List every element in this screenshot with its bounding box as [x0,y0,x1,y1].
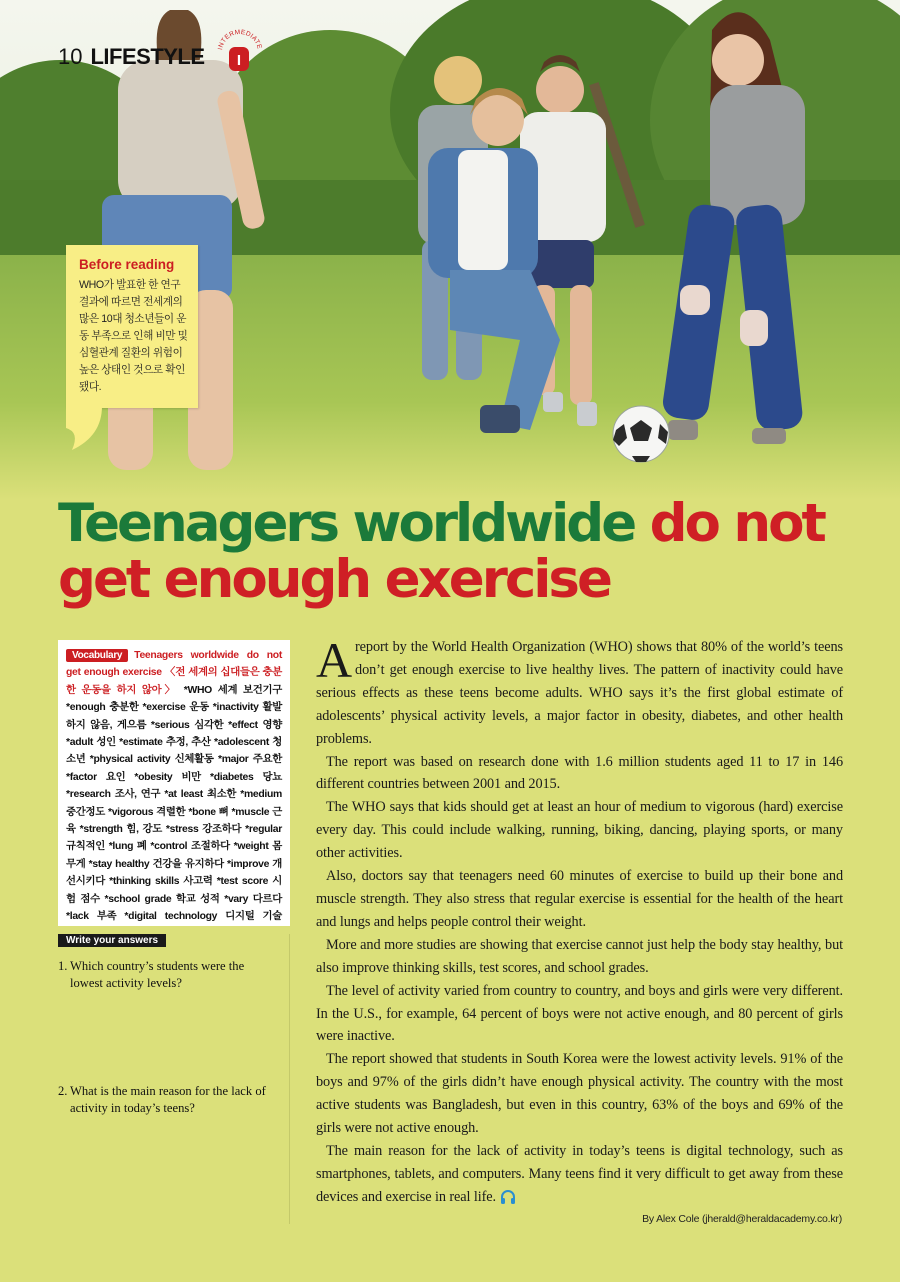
question-1 [58,958,278,992]
article-body [316,632,843,1209]
article-headline [58,493,878,610]
headline-part-1: Teenagers worldwide [58,493,635,554]
question-2 [58,1083,278,1117]
soccer-ball [613,406,669,462]
byline: By Alex Cole (jherald@heraldacademy.co.kr) [642,1213,842,1225]
drop-cap: A [316,632,353,688]
write-answers-tag: Write your answers [58,934,166,947]
article-paragraph: Also, doctors say that teenagers need 60 minutes of exercise to build up their bone and muscle strength. They also stress that regular exercise is essential for the health of the heart and lungs and helps people control their weight. [316,868,843,930]
vocabulary-lead: Teenagers worldwide do not get enough exercise 〈전 세계의 십대들은 충분한 운동을 하지 않아〉 [66,650,282,696]
note-curl [66,406,102,450]
article-paragraph: The report was based on research done with 1.6 million students aged 11 to 17 in 146 different countries between 2001 and 2015. [316,753,843,793]
before-reading-text: WHO가 발표한 한 연구 결과에 따르면 전세계의 많은 10대 청소년들이 운동 부족으로 인해 비만 및 심혈관계 질환의 위험이 높은 상태인 것으로 확인됐다. [79,279,188,393]
headline-part-3: get enough exercise [58,549,610,610]
before-reading-title: Before reading [79,257,175,272]
section-title: LIFESTYLE [90,44,205,69]
article-paragraph: The main reason for the lack of activity in today’s teens is digital technology, such as smartphones, tablets, and computers. Many teens find it very difficult to get away from these devices and exercise in real life. [316,1142,843,1205]
answers-divider [289,934,290,1224]
intermediate-level-badge [214,22,266,74]
badge-letter: I [236,52,242,69]
headline-part-2: do not [649,493,824,554]
vocabulary-tag: Vocabulary [66,649,128,662]
page-header [58,44,205,70]
page-number: 10 [58,44,83,69]
before-reading-note [66,245,198,408]
article-paragraph: The level of activity varied from country to country, and boys and girls were very different. In the U.S., for example, 64 percent of boys were not active enough, and 80 percent of girls were inactive. [316,982,843,1045]
vocabulary-list: *WHO 세계 보건기구 *enough 충분한 *exercise 운동 *inactivity 활발하지 않음, 게으름 *serious 심각한 *effect 영향 *adult 성인 *estimate 추정, 추산 *adolescent 청소년 *physical activity 신체활동 *major 주요한 *factor 요인 *obesity 비만 *diabetes 당뇨 *research 조사, 연구 *at least 최소한 *medium 중간정도 *vigorous 격렬한 *bone 뼈 *muscle 근육 *strength 힘, 강도 *stress 강조하다 *regular 규칙적인 *lung 폐 *control 조절하다 *weight 몸무게 *stay healthy 건강을 유지하다 *improve 개선시키다 *thinking skills 사고력 *test score 시험 점수 *school grade 학교 성적 *vary 다르다 *lack 부족 *digital technology 디지털 기술 [66,684,283,923]
question-number: 1. [58,959,68,973]
question-text: Which country’s students were the lowest activity levels? [70,959,245,990]
badge-ring-text: INTERMEDIATE [217,28,263,51]
article-paragraph: More and more studies are showing that exercise cannot just help the body stay healthy, but also improve thinking skills, test scores, and school grades. [316,936,843,976]
vocabulary-box [58,640,290,926]
question-number: 2. [58,1084,68,1098]
article-paragraph: The WHO says that kids should get at least an hour of medium to vigorous (hard) exercise every day. This could include walking, running, biking, dancing, playing sports, or many other activities. [316,799,843,862]
article-paragraph: A report by the World Health Organization (WHO) shows that 80% of the world’s teens don’t get enough exercise to live healthy lives. The pattern of inactivity could have serious effects as these teens become adults. WHO says it’s the first global estimate of adolescents’ physical activity levels, a major factor in obesity, diabetes, and other health problems. [316,632,843,747]
question-text: What is the main reason for the lack of activity in today’s teens? [70,1084,266,1115]
headphones-icon[interactable] [500,1190,516,1204]
article-paragraph: The report showed that students in South Korea were the lowest activity levels. 91% of the boys and 97% of the girls didn’t have enough physical activity. The country with the most active students was Bangladesh, but even in this country, 63% of the boys and 69% of the girls were not active enough. [316,1051,843,1137]
